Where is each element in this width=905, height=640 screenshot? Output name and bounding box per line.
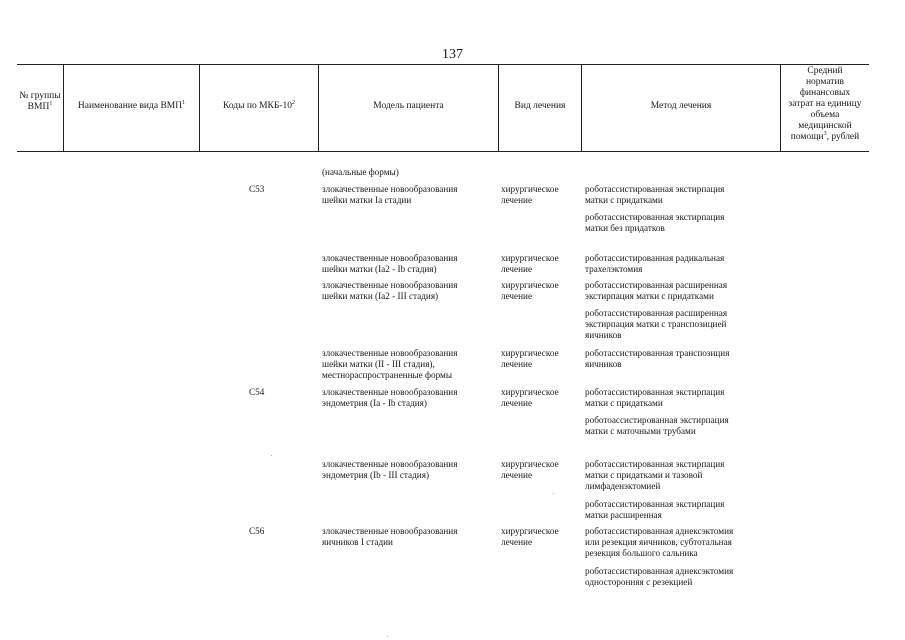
treatment-method-cell: роботассистированная экстирпация матки без придатков [585, 212, 725, 234]
patient-model-cell: злокачественные новообразования шейки матки (Ia2 - Ib стадия) [322, 253, 458, 275]
patient-model-cell: злокачественные новообразования эндометрия (Ib - III стадия) [322, 459, 458, 481]
patient-model-cell: злокачественные новообразования эндометрия (Ia - Ib стадия) [322, 387, 458, 409]
header-treatment-type: Вид лечения [514, 101, 566, 111]
treatment-method-cell: роботассистированная транспозиция яичников [585, 348, 730, 370]
treatment-method-cell: роботассистированная аднексэктомия односторонняя с резекцией [585, 566, 734, 588]
scan-speck [387, 636, 388, 637]
treatment-method-cell: роботассистированная аднексэктомия или резекция яичников, субтотальная резекция большого сальника [585, 526, 734, 559]
patient-model-cell: злокачественные новообразования шейки матки (II - III стадия), местнораспространенные формы [322, 348, 458, 381]
patient-model-cell: злокачественные новообразования шейки матки Ia стадии [322, 184, 458, 206]
treatment-method-cell: роботассистированная расширенная экстирпация матки с транспозицией яичников [585, 308, 728, 341]
icd-code-cell: C56 [249, 526, 265, 536]
header-cost-norm: Средний норматив финансовых затрат на единицу объема медицинской помощи$^3$, рублей [788, 66, 862, 142]
treatment-type-cell: хирургическое лечение [501, 184, 559, 206]
treatment-method-cell: роботассистированная экстирпация матки с придатками и тазовой лимфаденэктомией [585, 459, 725, 492]
treatment-type-cell: хирургическое лечение [501, 387, 559, 409]
patient-model-cell: (начальные формы) [322, 167, 399, 177]
header-top-rule [17, 64, 869, 65]
treatment-method-cell: роботассистированная радикальная трахелэктомия [585, 253, 725, 275]
treatment-type-cell: хирургическое лечение [501, 253, 559, 275]
icd-code-cell: C54 [249, 387, 265, 397]
icd-code-cell: C53 [249, 184, 265, 194]
header-group-number: № группы ВМП$^1$ [19, 91, 61, 112]
treatment-method-cell: роботоассистированная экстирпация матки с маточными трубами [585, 415, 729, 437]
treatment-type-cell: хирургическое лечение [501, 348, 559, 370]
header-icd-codes: Коды по МКБ-$10^2$ [222, 99, 296, 111]
treatment-method-cell: роботассистированная экстирпация матки расширенная [585, 499, 725, 521]
page-number: 137 [442, 47, 463, 62]
treatment-method-cell: роботассистированная расширенная экстирпация матки с придатками [585, 280, 728, 302]
header-treatment-method: Метод лечения [650, 101, 712, 111]
patient-model-cell: злокачественные новообразования шейки матки (Ia2 - III стадия) [322, 280, 458, 302]
treatment-type-cell: хирургическое лечение [501, 280, 559, 302]
treatment-method-cell: роботассистированная экстирпация матки с придатками [585, 184, 725, 206]
header-vmp-name: Наименование вида ВМП$^1$ [77, 99, 186, 111]
scan-speck [553, 493, 554, 494]
patient-model-cell: злокачественные новообразования яичников I стадии [322, 526, 458, 548]
scan-speck [271, 455, 272, 456]
header-bottom-rule [17, 151, 869, 152]
treatment-method-cell: роботассистированная экстирпация матки с придатками [585, 387, 725, 409]
header-patient-model: Модель пациента [373, 101, 444, 111]
treatment-type-cell: хирургическое лечение [501, 459, 559, 481]
treatment-type-cell: хирургическое лечение [501, 526, 559, 548]
